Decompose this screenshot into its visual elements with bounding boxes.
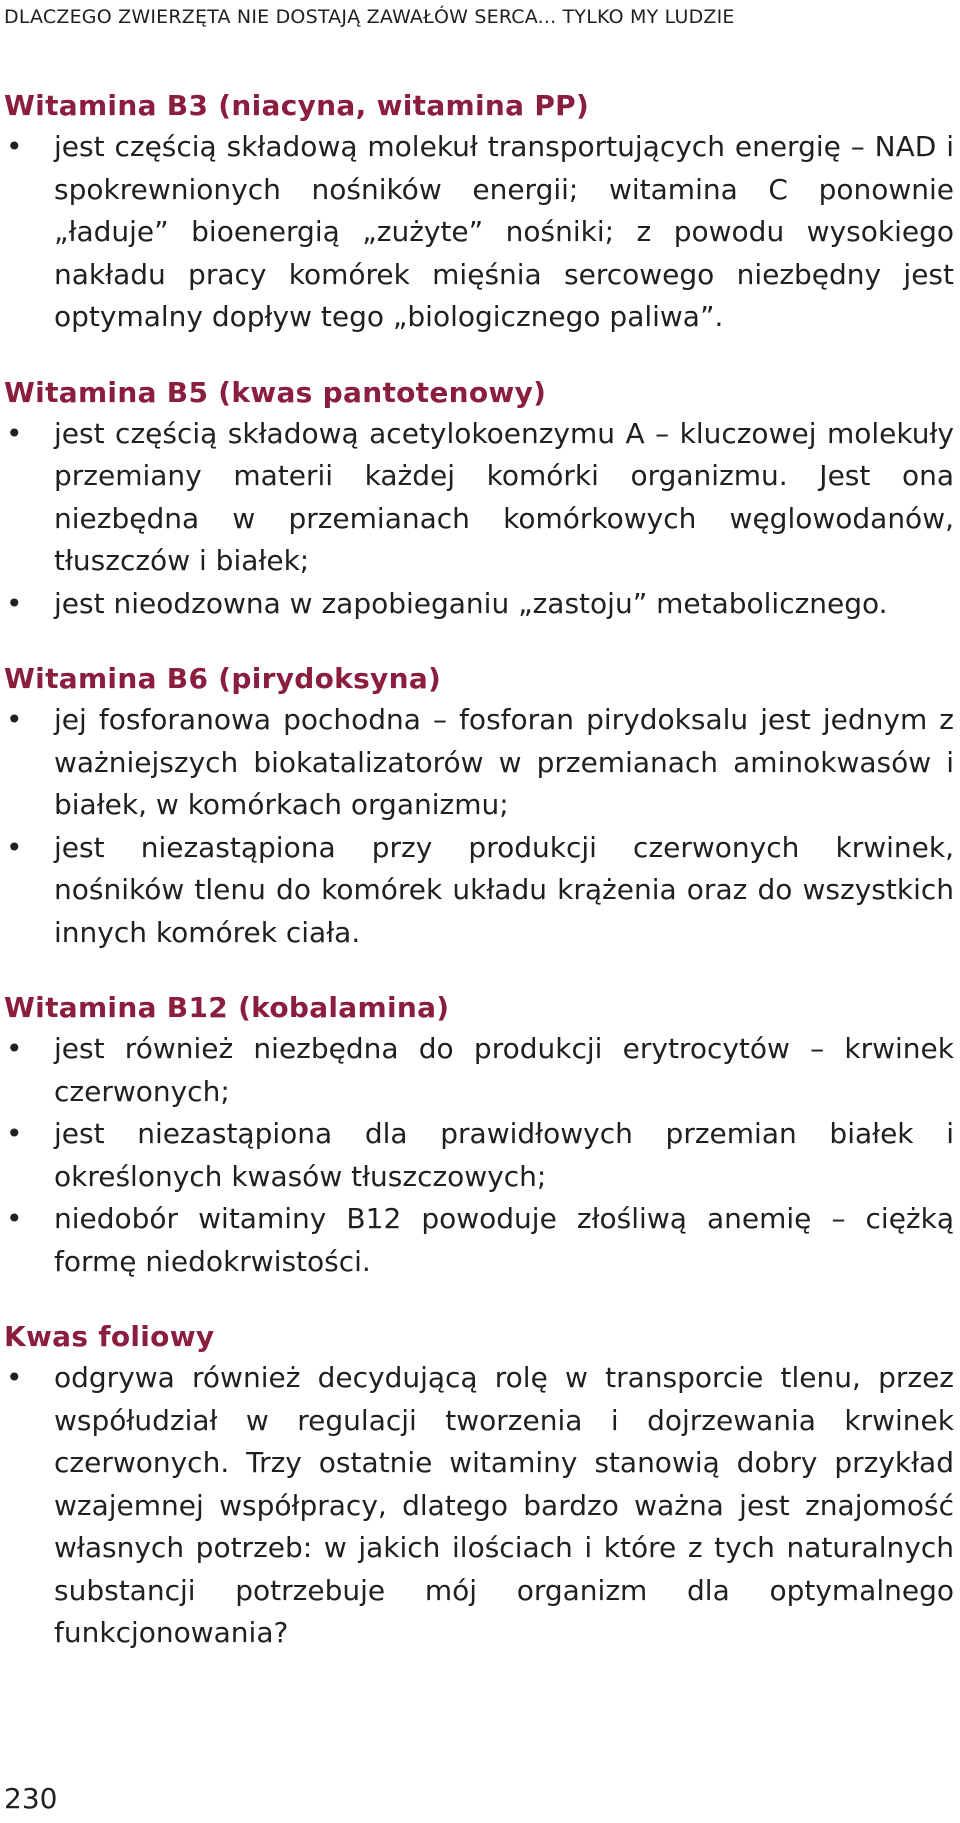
bullet-icon: • (6, 703, 23, 736)
list-item-text: jest częścią składową molekuł transportujących energię – NAD i spokrewnionych nośników energii; witamina C ponownie „ładuje” bioenergią „zużyte” nośniki; z powodu wysokiego nakładu pracy komórek mięśnia sercowego niezbędny jest optymalny dopływ tego „biologicznego paliwa”. (54, 130, 954, 333)
page-content (4, 88, 954, 1691)
list-item (4, 583, 954, 626)
bullet-icon: • (6, 1032, 23, 1065)
list-item (4, 699, 954, 827)
section-vitamin-b6 (4, 661, 954, 954)
bullet-list (4, 1357, 954, 1655)
bullet-icon: • (6, 1202, 23, 1235)
section-title: Witamina B6 (pirydoksyna) (4, 662, 442, 695)
section-title: Witamina B3 (niacyna, witamina PP) (4, 89, 590, 122)
section-vitamin-b3 (4, 88, 954, 339)
section-title: Witamina B5 (kwas pantotenowy) (4, 375, 547, 409)
list-item-text: jest częścią składową acetylokoenzymu A – kluczowej molekuły przemiany materii każdej komórki organizmu. Jest ona niezbędna w przemianach komórkowych węglowodanów, tłuszczów i białek; (54, 416, 954, 577)
section-folic-acid (4, 1319, 954, 1655)
list-item-text: jest nieodzowna w zapobieganiu „zastoju” metabolicznego. (54, 586, 888, 620)
list-item-text: niedobór witaminy B12 powoduje złośliwą anemię – ciężką formę niedokrwistości. (54, 1202, 954, 1278)
list-item-text: jest niezastąpiona przy produkcji czerwonych krwinek, nośników tlenu do komórek układu krążenia oraz do wszystkich innych komórek ciała. (54, 830, 954, 949)
section-title: Kwas foliowy (4, 1320, 215, 1353)
section-title: Witamina B12 (kobalamina) (4, 991, 450, 1024)
list-item (4, 126, 954, 339)
bullet-icon: • (6, 416, 23, 450)
bullet-list (4, 126, 954, 339)
section-vitamin-b5 (4, 375, 954, 626)
list-item (4, 1198, 954, 1283)
list-item (4, 1357, 954, 1655)
bullet-icon: • (6, 830, 23, 864)
bullet-icon: • (6, 1117, 23, 1150)
bullet-icon: • (6, 1361, 23, 1394)
bullet-icon: • (6, 130, 23, 163)
running-head: DLACZEGO ZWIERZĘTA NIE DOSTAJĄ ZAWAŁÓW SERCA... TYLKO MY LUDZIE (4, 6, 735, 28)
bullet-list (4, 1028, 954, 1283)
list-item (4, 1113, 954, 1198)
list-item-text: odgrywa również decydującą rolę w transporcie tlenu, przez współudział w regulacji tworzenia i dojrzewania krwinek czerwonych. Trzy ostatnie witaminy stanowią dobry przykład wzajemnej współpracy, dlatego bardzo ważna jest znajomość własnych potrzeb: w jakich ilościach i które z tych naturalnych substancji potrzebuje mój organizm dla optymalnego funkcjonowania? (54, 1361, 954, 1649)
page-number: 230 (4, 1782, 58, 1815)
list-item-text: jest również niezbędna do produkcji erytrocytów – krwinek czerwonych; (54, 1032, 954, 1108)
bullet-icon: • (6, 586, 23, 620)
list-item (4, 827, 954, 955)
bullet-list (4, 413, 954, 626)
list-item-text: jej fosforanowa pochodna – fosforan pirydoksalu jest jednym z ważniejszych biokatalizatorów w przemianach aminokwasów i białek, w komórkach organizmu; (54, 703, 954, 821)
section-vitamin-b12 (4, 990, 954, 1283)
bullet-list (4, 699, 954, 954)
list-item (4, 413, 954, 583)
list-item (4, 1028, 954, 1113)
list-item-text: jest niezastąpiona dla prawidłowych przemian białek i określonych kwasów tłuszczowych; (54, 1117, 954, 1193)
